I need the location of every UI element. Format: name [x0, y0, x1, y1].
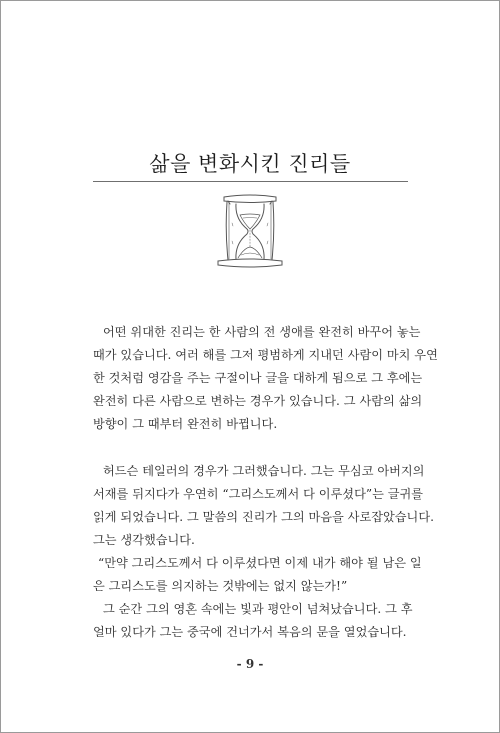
paragraph-line: 그 순간 그의 영혼 속에는 빛과 평안이 넘쳐났습니다. 그 후 — [103, 602, 413, 616]
paragraph-line: 때가 있습니다. 여러 해를 그저 평범하게 지내던 사람이 마치 우연 — [93, 348, 438, 362]
paragraph-line: 허드슨 테일러의 경우가 그러했습니다. 그는 무심코 아버지의 — [103, 464, 425, 478]
paragraph-line: 어떤 위대한 진리는 한 사람의 전 생애를 완전히 바꾸어 놓는 — [103, 325, 421, 339]
paragraph-line: 완전히 다른 사람으로 변하는 경우가 있습니다. 그 사람의 삶의 — [93, 394, 423, 408]
paragraph-line: 서재를 뒤지다가 우연히 “그리스도께서 다 이루셨다”는 글귀를 — [93, 487, 424, 501]
title-divider — [93, 181, 408, 182]
paragraph-2 — [93, 460, 434, 644]
paragraph-line: 한 것처럼 영감을 주는 구절이나 글을 대하게 됨으로 그 후에는 — [93, 371, 423, 385]
quote-line: 은 그리스도를 의지하는 것밖에는 없지 않는가!” — [93, 579, 348, 593]
quote-line: “만약 그리스도께서 다 이루셨다면 이제 내가 해야 될 남은 일 — [98, 556, 422, 570]
paragraph-line: 읽게 되었습니다. 그 말씀의 진리가 그의 마음을 사로잡았습니다. — [93, 510, 434, 524]
paragraph-line: 그는 생각했습니다. — [93, 533, 195, 547]
paragraph-1 — [93, 321, 438, 436]
chapter-title: 삶을 변화시킨 진리들 — [149, 152, 351, 176]
paragraph-line: 방향이 그 때부터 완전히 바뀝니다. — [93, 417, 278, 431]
page-number: - 9 - — [236, 657, 264, 671]
hourglass-icon — [214, 193, 286, 271]
paragraph-line: 얼마 있다가 그는 중국에 건너가서 복음의 문을 열었습니다. — [93, 625, 407, 639]
